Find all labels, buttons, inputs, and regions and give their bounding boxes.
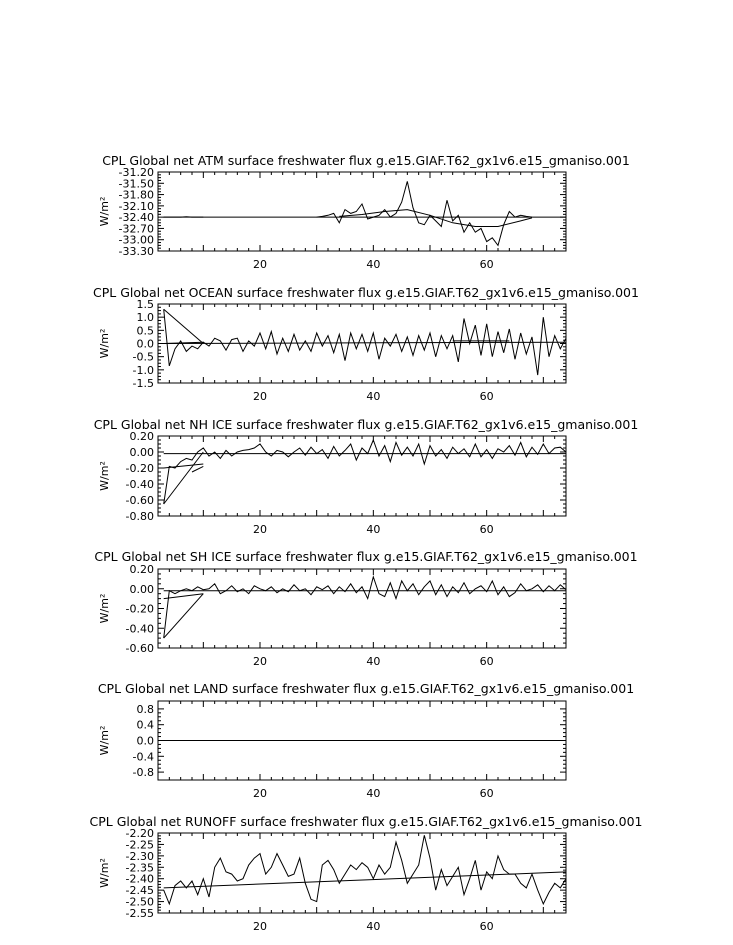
y-axis-label: W/m² (98, 461, 111, 491)
chart-title: CPL Global net ATM surface freshwater flux g.e15.GIAF.T62_gx1v6.e15_gmaniso.001 (102, 153, 630, 168)
y-tick-label: -0.4 (132, 750, 154, 764)
chart-title: CPL Global net OCEAN surface freshwater flux g.e15.GIAF.T62_gx1v6.e15_gmaniso.001 (93, 285, 639, 300)
series-line-0 (164, 577, 566, 638)
y-tick-label: 0.5 (136, 324, 154, 338)
y-tick-label: 0.4 (136, 718, 154, 732)
y-tick-label: 0.8 (136, 702, 154, 716)
x-tick-label: 20 (253, 655, 267, 668)
series-line-4 (192, 466, 203, 472)
x-tick-label: 20 (253, 390, 267, 403)
y-tick-label: -1.5 (132, 377, 154, 390)
y-tick-label: 0.20 (129, 563, 154, 576)
y-tick-label: 0.00 (129, 446, 154, 459)
y-tick-label: -32.40 (118, 211, 154, 225)
y-tick-label: -0.5 (132, 350, 154, 364)
y-tick-label: -2.45 (125, 884, 154, 898)
series-line-0 (164, 835, 566, 904)
chart-title: CPL Global net LAND surface freshwater flux g.e15.GIAF.T62_gx1v6.e15_gmaniso.001 (97, 681, 635, 696)
y-tick-label: -0.60 (125, 642, 154, 655)
x-tick-label: 40 (366, 258, 381, 271)
series-line-3 (164, 594, 204, 599)
plot-frame (158, 569, 566, 648)
series-line-1 (164, 872, 566, 888)
panel-sh-ice (94, 549, 637, 668)
series-line-0 (164, 440, 566, 504)
y-tick-label: -2.20 (125, 827, 154, 840)
x-tick-label: 40 (366, 787, 381, 800)
series-line-2 (164, 594, 204, 638)
x-tick-label: 60 (479, 655, 494, 668)
y-tick-label: -33.00 (118, 233, 154, 247)
y-tick-label: -0.40 (125, 622, 154, 636)
y-tick-label: -31.20 (118, 166, 154, 179)
y-tick-label: -1.0 (132, 363, 154, 377)
y-tick-label: -0.60 (125, 494, 154, 507)
y-axis-label: W/m² (98, 328, 111, 359)
panel-atm (98, 153, 630, 271)
y-axis-label: W/m² (98, 593, 111, 624)
y-axis-label: W/m² (98, 858, 111, 888)
y-tick-label: -2.50 (125, 895, 154, 909)
y-tick-label: -2.40 (125, 872, 154, 886)
x-tick-label: 20 (253, 523, 267, 536)
y-tick-label: 0.00 (129, 582, 154, 596)
y-tick-label: 0.20 (129, 430, 154, 443)
x-tick-label: 60 (479, 920, 494, 933)
x-tick-label: 60 (479, 390, 494, 403)
y-tick-label: 0.0 (136, 734, 154, 748)
x-tick-label: 20 (253, 787, 267, 800)
chart-title: CPL Global net NH ICE surface freshwater flux g.e15.GIAF.T62_gx1v6.e15_gmaniso.001 (93, 417, 639, 432)
y-tick-label: -0.20 (125, 462, 154, 475)
y-tick-label: 0.0 (136, 337, 154, 351)
panel-nh-ice (94, 417, 639, 536)
y-tick-label: -32.10 (118, 199, 154, 213)
panel-ocean (93, 285, 639, 403)
y-axis-label: W/m² (98, 725, 111, 756)
series-line-2 (164, 309, 204, 343)
panel-land (98, 681, 634, 800)
x-tick-label: 60 (479, 787, 494, 800)
y-tick-label: -2.25 (125, 838, 154, 852)
y-tick-label: -0.20 (125, 602, 154, 616)
x-tick-label: 60 (479, 523, 494, 536)
x-tick-label: 20 (253, 920, 267, 933)
x-tick-label: 40 (366, 920, 381, 933)
y-tick-label: 1.0 (136, 311, 154, 325)
y-tick-label: -2.35 (125, 861, 154, 875)
chart-title: CPL Global net SH ICE surface freshwater flux g.e15.GIAF.T62_gx1v6.e15_gmaniso.001 (94, 549, 638, 564)
series-line-2 (339, 210, 532, 227)
x-tick-label: 40 (366, 523, 381, 536)
chart-title: CPL Global net RUNOFF surface freshwater flux g.e15.GIAF.T62_gx1v6.e15_gmaniso.001 (89, 814, 643, 829)
y-tick-label: -32.70 (118, 222, 154, 236)
x-tick-label: 60 (479, 258, 494, 271)
x-tick-label: 40 (366, 390, 381, 403)
y-tick-label: -33.30 (118, 245, 154, 258)
y-tick-label: -0.8 (132, 766, 154, 780)
y-tick-label: -2.55 (125, 907, 154, 920)
x-tick-label: 40 (366, 655, 381, 668)
plot-frame (158, 172, 566, 251)
y-tick-label: -2.30 (125, 849, 154, 863)
x-tick-label: 20 (253, 258, 267, 271)
y-tick-label: -31.80 (118, 188, 154, 202)
panel-runoff (90, 814, 643, 933)
y-axis-label: W/m² (98, 196, 111, 227)
y-tick-label: -0.40 (125, 478, 154, 491)
y-tick-label: 1.5 (136, 298, 154, 311)
plot-frame (158, 833, 566, 913)
y-tick-label: -31.50 (118, 177, 154, 191)
y-tick-label: -0.80 (125, 510, 154, 523)
